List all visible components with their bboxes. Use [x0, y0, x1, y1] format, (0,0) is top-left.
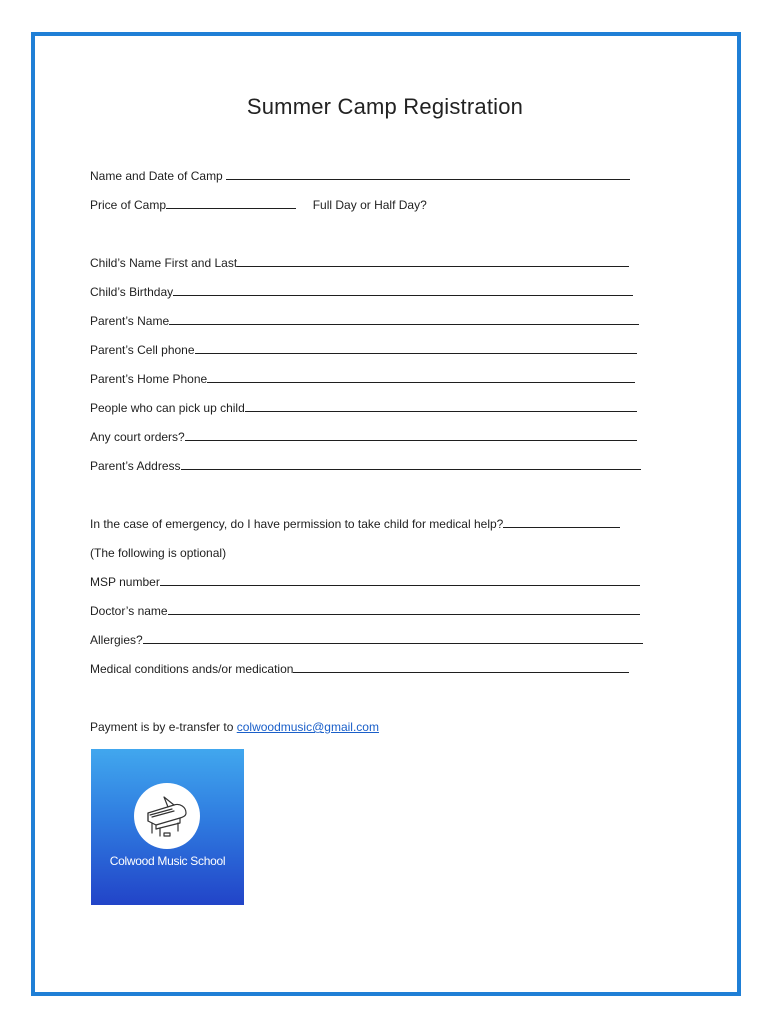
address-label: Parent’s Address [90, 459, 181, 473]
doctor-label: Doctor’s name [90, 604, 168, 618]
pickup-input-line[interactable] [245, 400, 637, 412]
emergency-label: In the case of emergency, do I have permission to take child for medical help? [90, 517, 504, 531]
child-birthday-field[interactable] [90, 284, 633, 300]
parent-cell-label: Parent’s Cell phone [90, 343, 195, 357]
child-name-input-line[interactable] [237, 255, 629, 267]
camp-name-date-label: Name and Date of Camp [90, 169, 223, 183]
parent-cell-field[interactable] [90, 342, 637, 358]
logo-circle [134, 783, 200, 849]
address-input-line[interactable] [181, 458, 641, 470]
court-orders-input-line[interactable] [185, 429, 637, 441]
allergies-field[interactable] [90, 632, 643, 648]
msp-input-line[interactable] [160, 574, 640, 586]
email-link[interactable]: colwoodmusic@gmail.com [236, 720, 379, 734]
medical-field[interactable] [90, 661, 629, 677]
msp-label: MSP number [90, 575, 160, 589]
optional-note: (The following is optional) [90, 546, 227, 560]
payment-text: Payment is by e-transfer to [90, 720, 237, 734]
doctor-input-line[interactable] [168, 603, 640, 615]
parent-name-field[interactable] [90, 313, 639, 329]
parent-home-input-line[interactable] [207, 371, 635, 383]
pickup-field[interactable] [90, 400, 637, 416]
pickup-label: People who can pick up child [90, 401, 245, 415]
page-title: Summer Camp Registration [246, 94, 524, 119]
child-birthday-label: Child’s Birthday [90, 285, 174, 299]
doctor-field[interactable] [90, 603, 640, 619]
price-label: Price of Camp [90, 198, 167, 212]
parent-home-label: Parent’s Home Phone [90, 372, 208, 386]
court-orders-field[interactable] [90, 429, 637, 445]
child-name-label: Child’s Name First and Last [90, 256, 238, 270]
medical-input-line[interactable] [293, 661, 629, 673]
parent-name-input-line[interactable] [169, 313, 639, 325]
camp-name-date-field[interactable] [90, 168, 630, 184]
payment-line [90, 719, 379, 735]
parent-cell-input-line[interactable] [195, 342, 637, 354]
school-logo [91, 749, 244, 905]
parent-home-field[interactable] [90, 371, 635, 387]
msp-field[interactable] [90, 574, 640, 590]
parent-name-label: Parent’s Name [90, 314, 170, 328]
child-name-field[interactable] [90, 255, 629, 271]
address-field[interactable] [90, 458, 641, 474]
emergency-field[interactable] [90, 516, 620, 532]
child-birthday-input-line[interactable] [173, 284, 633, 296]
allergies-input-line[interactable] [143, 632, 643, 644]
allergies-label: Allergies? [90, 633, 143, 647]
grand-piano-icon [134, 783, 200, 849]
camp-name-date-input-line[interactable] [226, 168, 630, 180]
emergency-input-line[interactable] [503, 516, 620, 528]
price-field[interactable] [90, 197, 427, 213]
logo-school-name: Colwood Music School [109, 854, 226, 868]
price-input-line[interactable] [166, 197, 296, 209]
medical-label: Medical conditions ands/or medication [90, 662, 294, 676]
day-type-label: Full Day or Half Day? [312, 198, 427, 212]
court-orders-label: Any court orders? [90, 430, 185, 444]
